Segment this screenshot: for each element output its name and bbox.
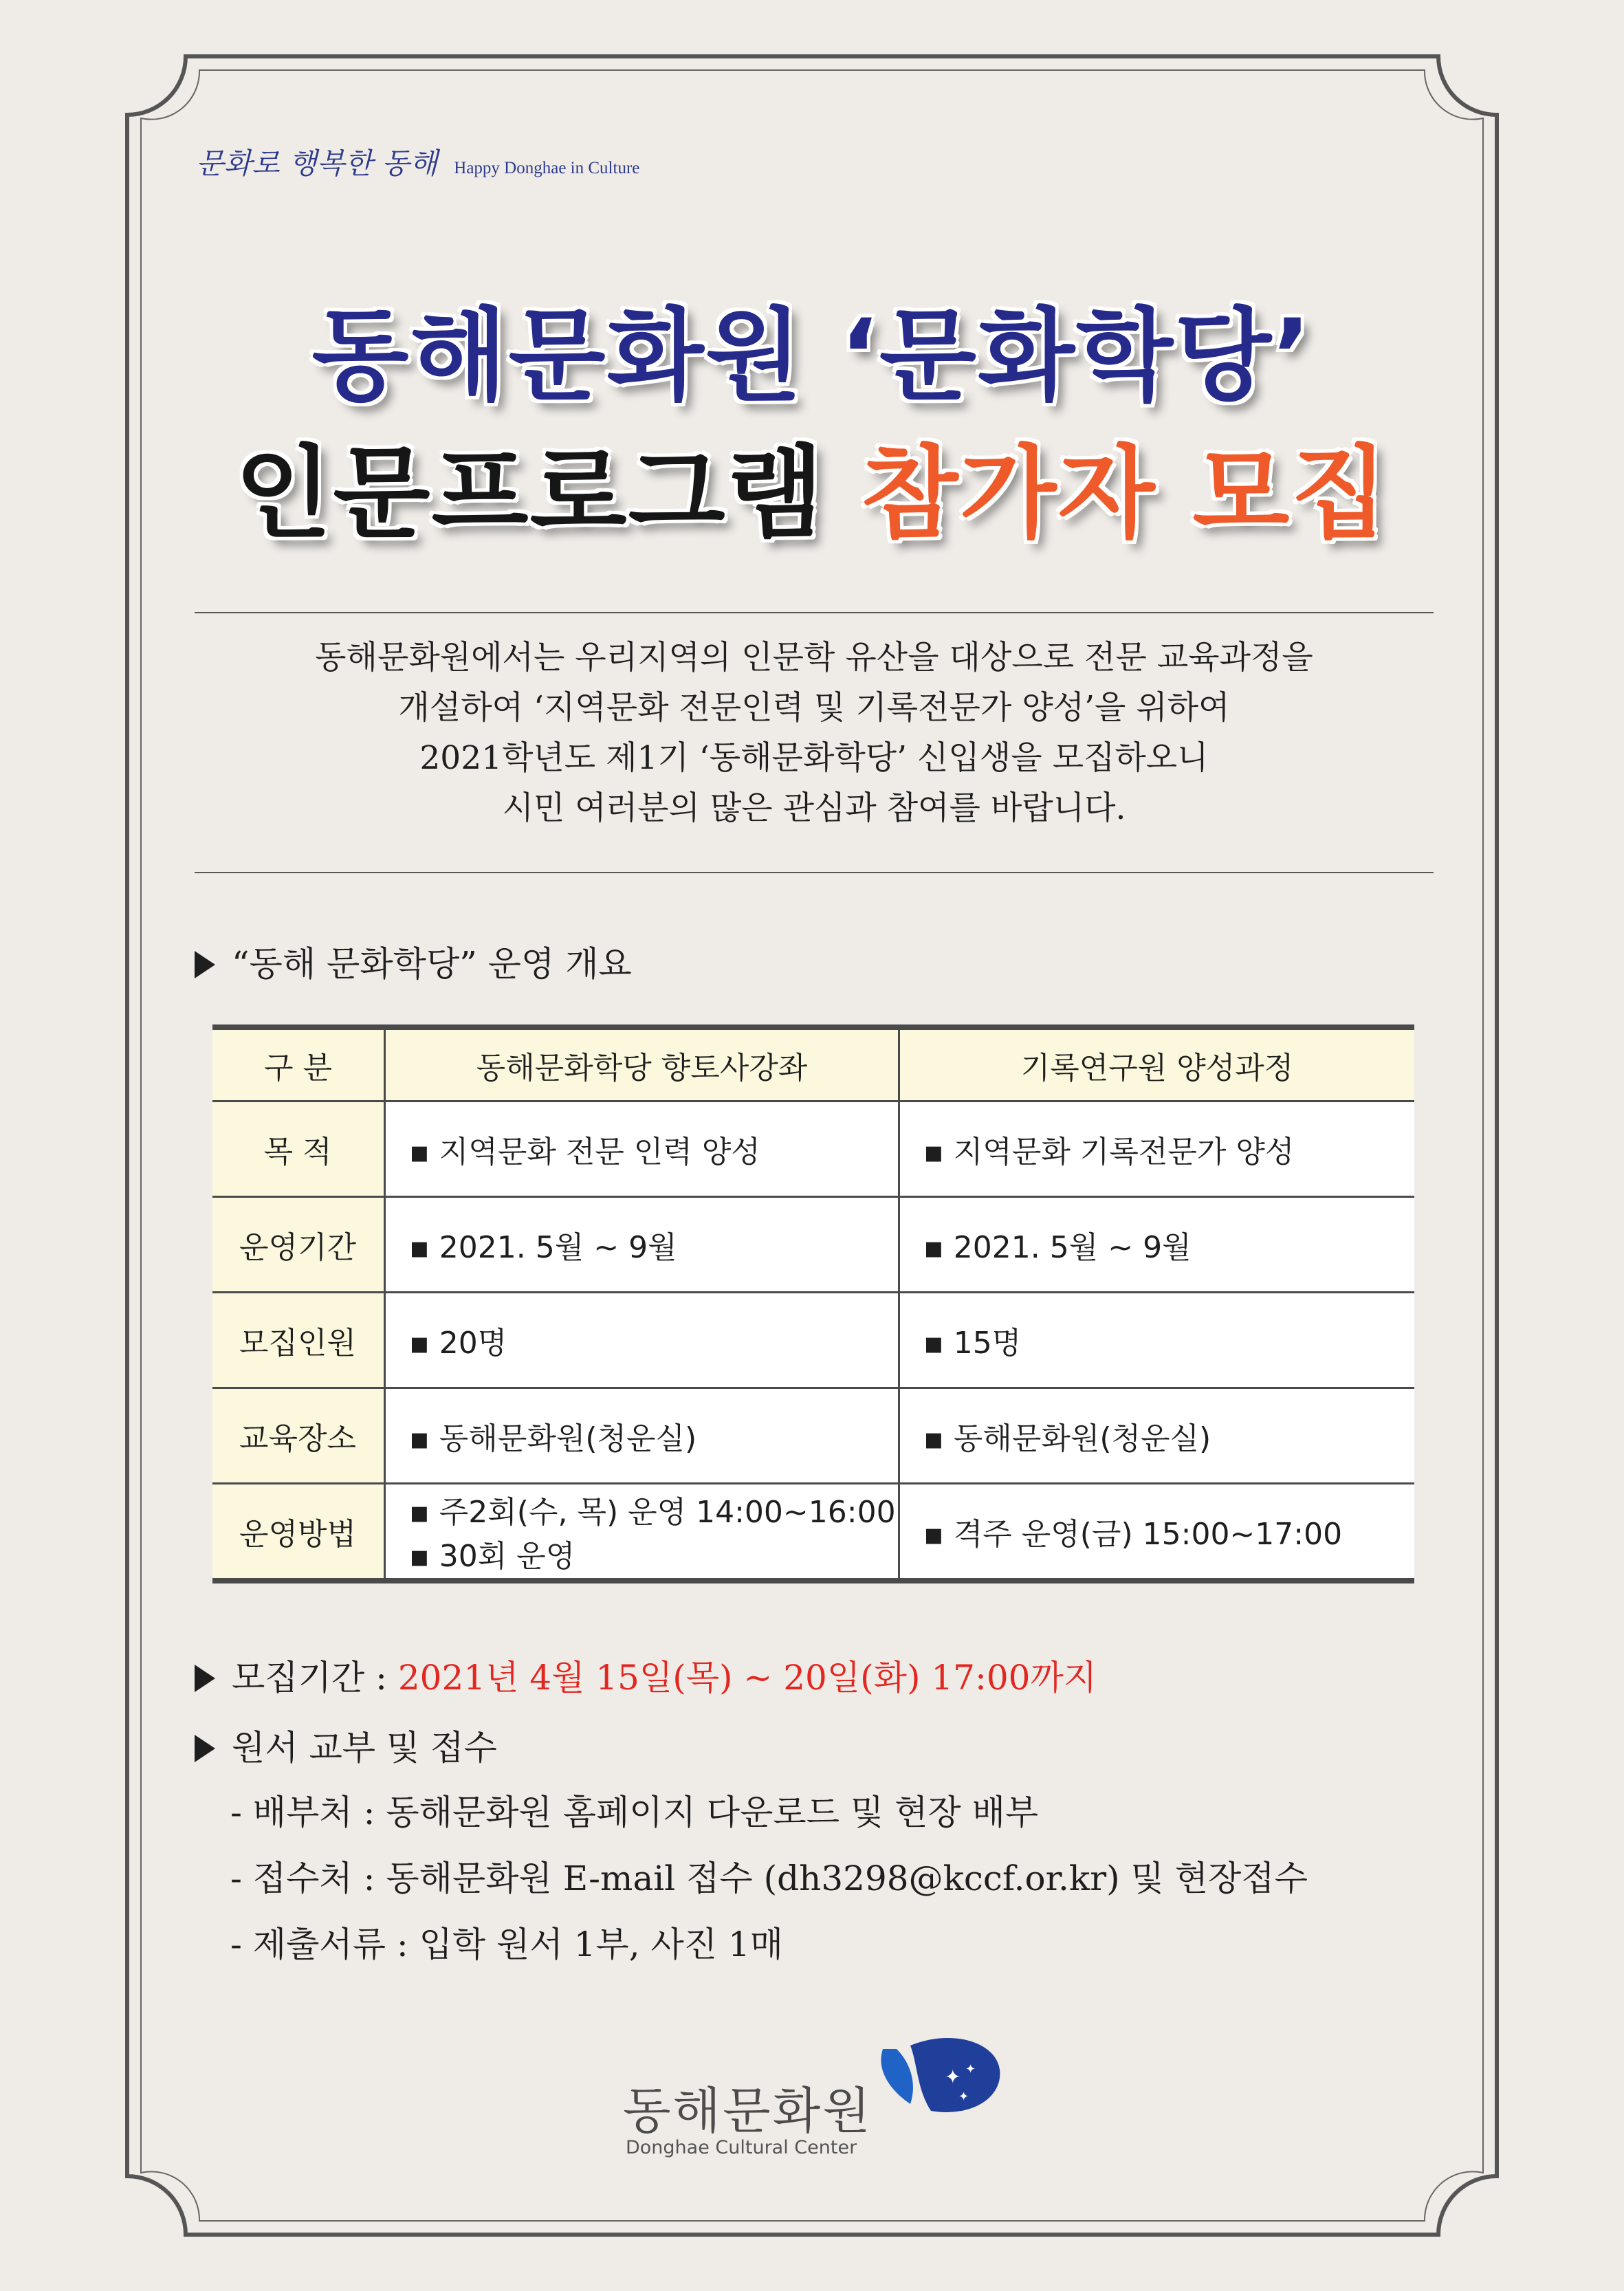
table-cell: ▪ 주2회(수, 목) 운영 14:00~16:00 ▪ 30회 운영 xyxy=(385,1484,899,1581)
table-cell: ▪ 지역문화 전문 인력 양성 xyxy=(385,1101,899,1197)
divider-bottom xyxy=(195,872,1434,873)
intro-line: 동해문화원에서는 우리지역의 인문학 유산을 대상으로 전문 교육과정을 xyxy=(315,639,1313,677)
main-title-line2 xyxy=(0,413,1624,557)
overview-heading-text: “동해 문화학당” 운영 개요 xyxy=(232,944,632,984)
intro-line: 개설하여 ‘지역문화 전문인력 및 기록전문가 양성’을 위하여 xyxy=(398,689,1230,727)
title-program: 인문프로그램 xyxy=(234,435,825,552)
list-item: - 제출서류 : 입학 원서 1부, 사진 1매 xyxy=(230,1925,784,1964)
title-recruit: 참가자 모집 xyxy=(861,435,1390,552)
list-item: - 접수처 : 동해문화원 E-mail 접수 (dh3298@kccf.or.kr) 및 현장접수 xyxy=(230,1859,1308,1898)
table-cell: ▪ 지역문화 기록전문가 양성 xyxy=(899,1101,1415,1197)
overview-heading xyxy=(195,936,632,986)
application-heading-text: 원서 교부 및 접수 xyxy=(232,1728,497,1768)
table-cell: ▪ 2021. 5월 ~ 9월 xyxy=(385,1197,899,1293)
footer-org-english: Donghae Cultural Center xyxy=(626,2137,857,2158)
recruit-value: 2021년 4월 15일(목) ~ 20일(화) 17:00까지 xyxy=(397,1658,1097,1698)
footer-logo xyxy=(623,2028,1008,2158)
triangle-bullet-icon xyxy=(195,951,215,978)
tagline-english: Happy Donghae in Culture xyxy=(454,159,640,177)
divider-top xyxy=(195,612,1434,613)
row-label: 교육장소 xyxy=(212,1388,385,1484)
donghae-emblem-icon xyxy=(869,2028,1007,2131)
recruit-period xyxy=(195,1650,1097,1700)
table-header-row xyxy=(212,1027,1414,1101)
table-row xyxy=(212,1388,1414,1484)
table-row xyxy=(212,1484,1414,1581)
svg-text:✦: ✦ xyxy=(965,2062,976,2076)
row-label: 목 적 xyxy=(212,1101,385,1197)
svg-text:✦: ✦ xyxy=(958,2090,969,2104)
triangle-bullet-icon xyxy=(195,1665,215,1692)
footer-org-name: 동해문화원 xyxy=(623,2082,873,2140)
intro-line: 2021학년도 제1기 ‘동해문화학당’ 신입생을 모집하오니 xyxy=(419,739,1209,777)
table-row xyxy=(212,1101,1414,1197)
intro-line: 시민 여러분의 많은 관심과 참여를 바랍니다. xyxy=(502,789,1126,827)
application-heading xyxy=(195,1720,497,1770)
list-item: - 배부처 : 동해문화원 홈페이지 다운로드 및 현장 배부 xyxy=(230,1793,1039,1832)
recruit-label: 모집기간 : xyxy=(232,1658,387,1698)
row-label: 운영방법 xyxy=(212,1484,385,1581)
table-cell: ▪ 동해문화원(청운실) xyxy=(385,1388,899,1484)
table-cell: ▪ 격주 운영(금) 15:00~17:00 xyxy=(899,1484,1415,1581)
table-cell: ▪ 20명 xyxy=(385,1293,899,1388)
table-header: 구 분 xyxy=(212,1027,385,1101)
tagline-korean: 문화로 행복한 동해 xyxy=(196,146,438,180)
intro-paragraph xyxy=(195,633,1434,833)
table-row xyxy=(212,1197,1414,1293)
table-cell: ▪ 동해문화원(청운실) xyxy=(899,1388,1415,1484)
table-header: 동해문화학당 향토사강좌 xyxy=(385,1027,899,1101)
triangle-bullet-icon xyxy=(195,1735,215,1762)
table-header: 기록연구원 양성과정 xyxy=(899,1027,1415,1101)
row-label: 운영기간 xyxy=(212,1197,385,1293)
table-cell: ▪ 15명 xyxy=(899,1293,1415,1388)
table-row xyxy=(212,1293,1414,1388)
table-cell: ▪ 2021. 5월 ~ 9월 xyxy=(899,1197,1415,1293)
svg-text:✦: ✦ xyxy=(945,2065,961,2088)
tagline xyxy=(196,141,639,182)
row-label: 모집인원 xyxy=(212,1293,385,1388)
overview-table xyxy=(212,1024,1414,1583)
main-title-line1: 동해문화원 ‘문화학당’ xyxy=(311,298,1313,415)
